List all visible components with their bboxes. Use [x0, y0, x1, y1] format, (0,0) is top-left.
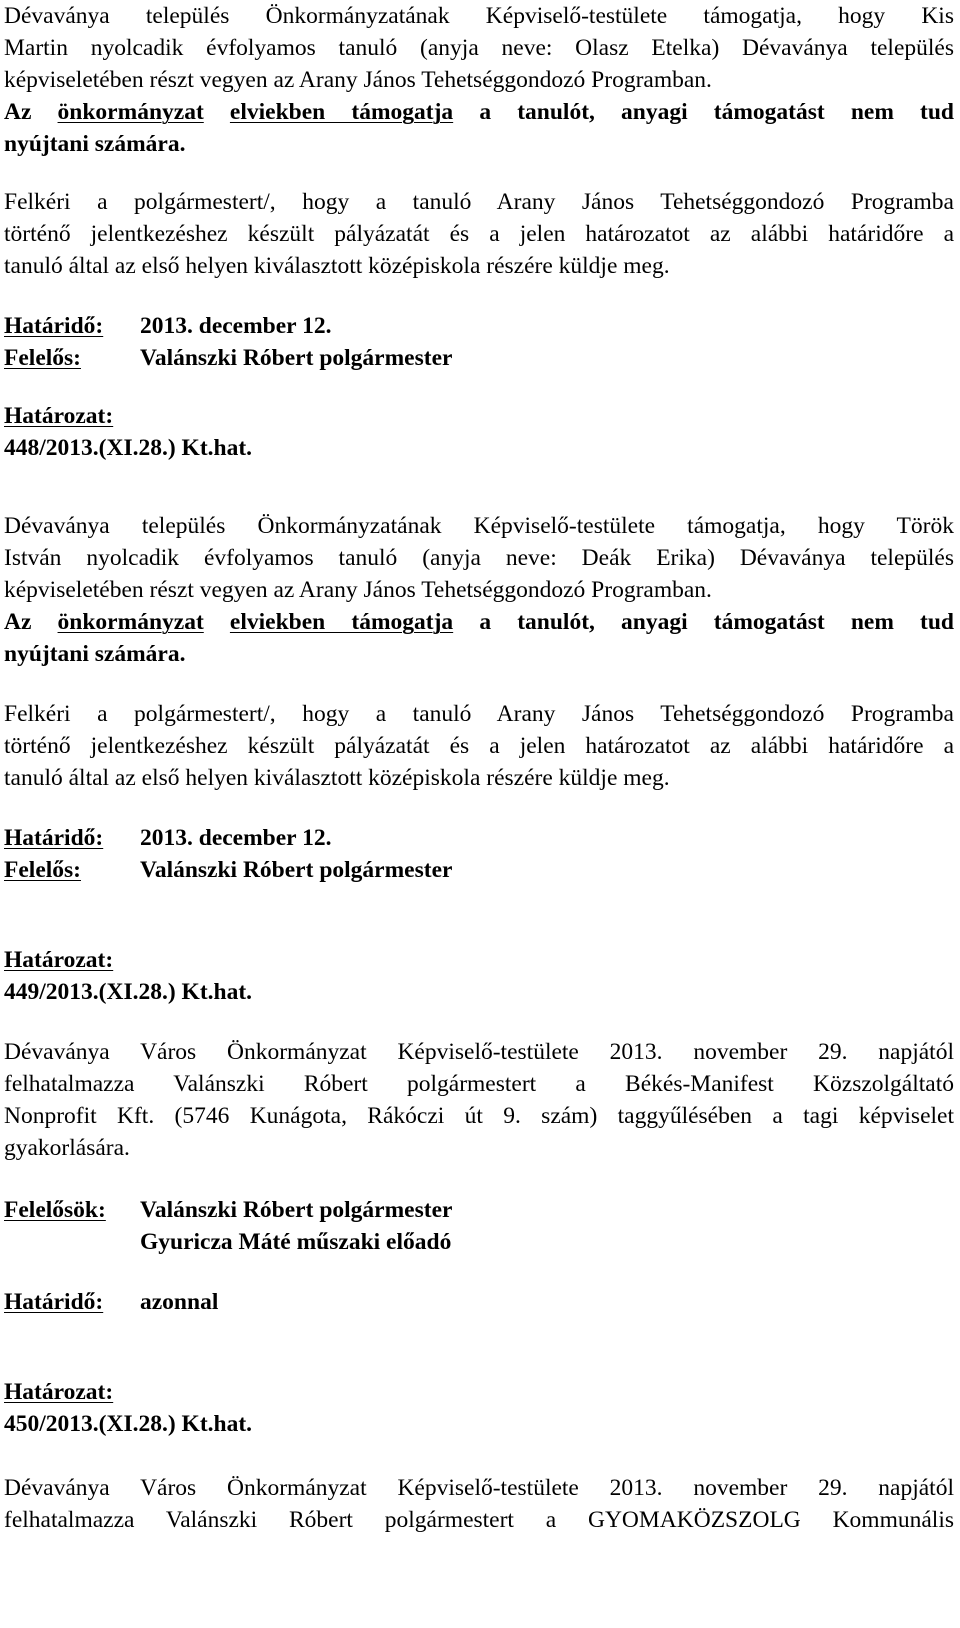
resolution-heading-text: Határozat:	[4, 403, 114, 429]
body-text-line: Dévaványa Város Önkormányzat Képviselő-testülete 2013. november 29. napjától	[4, 1475, 954, 1501]
responsible-row	[4, 854, 954, 886]
body-text-line: Dévaványa Város Önkormányzat Képviselő-testülete 2013. november 29. napjától	[4, 1039, 954, 1065]
responsibles-row	[4, 1226, 954, 1258]
body-text-line: felhatalmazza Valánszki Róbert polgármestert a GYOMAKÖZSZOLG Kommunális	[4, 1507, 954, 1533]
deadline-label: Határidő:	[4, 825, 104, 851]
body-text-line: képviseletében részt vegyen az Arany János Tehetséggondozó Programban.	[4, 577, 712, 603]
resolution-number: 450/2013.(XI.28.) Kt.hat.	[4, 1411, 253, 1437]
deadline-value: azonnal	[140, 1289, 219, 1315]
responsible-label: Felelős:	[4, 345, 81, 371]
responsibles-row	[4, 1194, 954, 1226]
underlined-word: önkormányzat	[57, 609, 204, 635]
bold-statement-line	[4, 96, 954, 128]
bold-statement-line: nyújtani számára.	[4, 641, 186, 667]
deadline-value: 2013. december 12.	[140, 313, 332, 339]
underlined-phrase: elviekben támogatja	[229, 99, 454, 125]
resolution-heading	[4, 1376, 954, 1408]
body-text-line: Martin nyolcadik évfolyamos tanuló (anyja neve: Olasz Etelka) Dévaványa település	[4, 35, 954, 61]
body-text-line: Dévaványa település Önkormányzatának Képviselő-testülete támogatja, hogy Török	[4, 513, 954, 539]
resolution-heading	[4, 944, 954, 976]
deadline-row	[4, 1286, 954, 1318]
bold-word: Az	[4, 609, 32, 635]
body-text-line: gyakorlására.	[4, 1135, 130, 1161]
bold-statement-line: nyújtani számára.	[4, 131, 186, 157]
bold-statement-line	[4, 606, 954, 638]
body-text-line: történő jelentkezéshez készült pályázatát és a jelen határozatot az alábbi határidőre a	[4, 733, 954, 759]
body-text-line: István nyolcadik évfolyamos tanuló (anyja neve: Deák Erika) Dévaványa település	[4, 545, 954, 571]
deadline-label: Határidő:	[4, 1289, 104, 1315]
responsible-label: Felelős:	[4, 857, 81, 883]
responsible-value: Valánszki Róbert polgármester	[140, 345, 453, 371]
resolution-heading	[4, 400, 954, 432]
responsible-row	[4, 342, 954, 374]
deadline-label: Határidő:	[4, 313, 104, 339]
body-text-line: Felkéri a polgármestert/, hogy a tanuló Arany János Tehetséggondozó Programba	[4, 189, 954, 215]
responsibles-value: Valánszki Róbert polgármester	[140, 1197, 453, 1223]
underlined-phrase: elviekben támogatja	[229, 609, 454, 635]
resolution-number: 448/2013.(XI.28.) Kt.hat.	[4, 435, 253, 461]
body-text-line: tanuló által az első helyen kiválasztott középiskola részére küldje meg.	[4, 765, 670, 791]
resolution-heading-text: Határozat:	[4, 947, 114, 973]
bold-phrase: a tanulót, anyagi támogatást nem tud	[479, 609, 955, 635]
underlined-word: önkormányzat	[57, 99, 204, 125]
body-text-line: képviseletében részt vegyen az Arany János Tehetséggondozó Programban.	[4, 67, 712, 93]
deadline-row	[4, 310, 954, 342]
body-text-line: felhatalmazza Valánszki Róbert polgármestert a Békés-Manifest Közszolgáltató	[4, 1071, 954, 1097]
responsibles-label: Felelősök:	[4, 1197, 106, 1223]
body-text-line: történő jelentkezéshez készült pályázatát és a jelen határozatot az alábbi határidőre a	[4, 221, 954, 247]
body-text-line: Dévaványa település Önkormányzatának Képviselő-testülete támogatja, hogy Kis	[4, 3, 954, 29]
body-text-line: tanuló által az első helyen kiválasztott középiskola részére küldje meg.	[4, 253, 670, 279]
resolution-heading-text: Határozat:	[4, 1379, 114, 1405]
bold-phrase: a tanulót, anyagi támogatást nem tud	[479, 99, 955, 125]
bold-word: Az	[4, 99, 32, 125]
body-text-line: Nonprofit Kft. (5746 Kunágota, Rákóczi út 9. szám) taggyűlésében a tagi képviselet	[4, 1103, 954, 1129]
responsible-value: Valánszki Róbert polgármester	[140, 857, 453, 883]
deadline-value: 2013. december 12.	[140, 825, 332, 851]
deadline-row	[4, 822, 954, 854]
body-text-line: Felkéri a polgármestert/, hogy a tanuló Arany János Tehetséggondozó Programba	[4, 701, 954, 727]
responsibles-value: Gyuricza Máté műszaki előadó	[140, 1229, 452, 1255]
resolution-number: 449/2013.(XI.28.) Kt.hat.	[4, 979, 253, 1005]
